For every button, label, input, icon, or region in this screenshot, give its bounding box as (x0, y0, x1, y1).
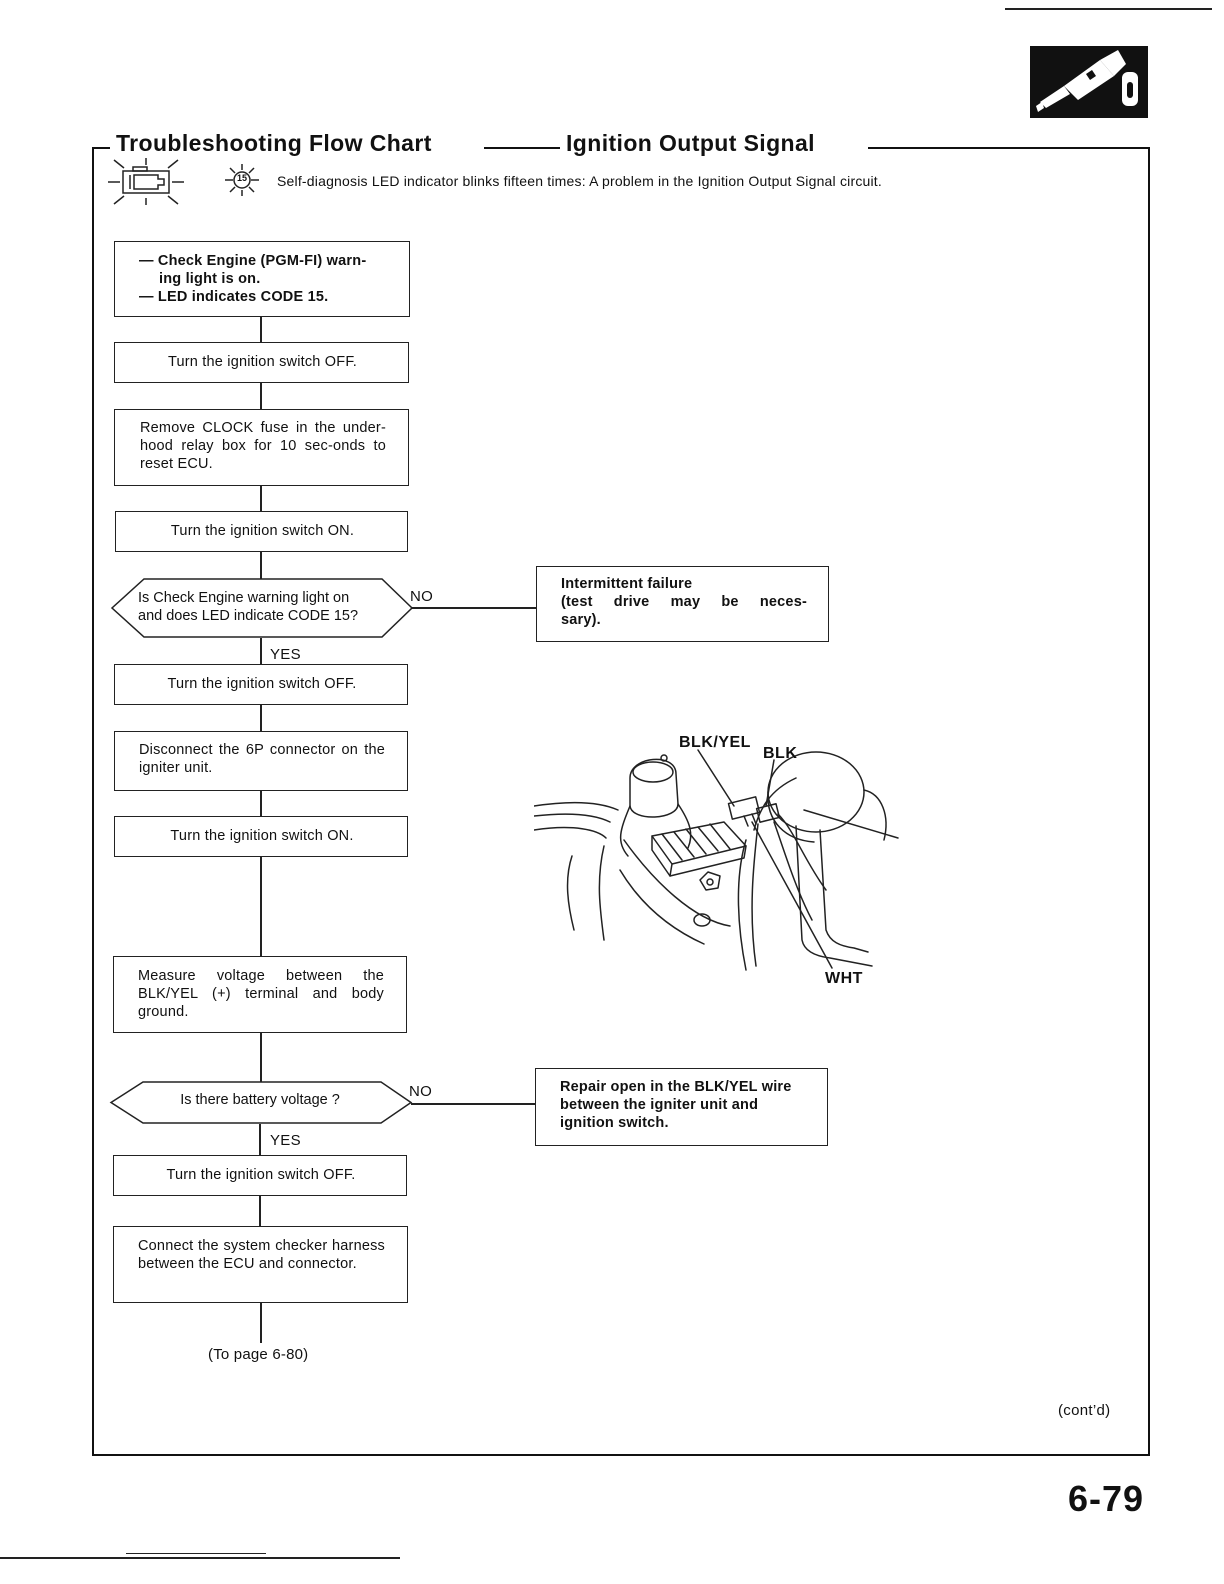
decision-diamond-1 (110, 578, 414, 638)
step-text: Remove CLOCK fuse in the under-hood relay box for 10 sec-onds to reset ECU. (140, 420, 386, 472)
yes-label-1: YES (270, 646, 301, 663)
step-box-ignition-off-3 (113, 1155, 407, 1196)
result-2-text: Repair open in the BLK/YEL wire between the igniter unit and ignition switch. (560, 1079, 792, 1131)
wire-label-blk-yel: BLK/YEL (679, 734, 751, 751)
no-branch-line-1 (412, 607, 536, 609)
decision-1-line-1: Is Check Engine warning light on (138, 590, 350, 606)
led-blink-icon (224, 164, 260, 196)
connector-line (260, 705, 262, 732)
step-box-ignition-on-1 (115, 511, 408, 552)
page-number: 6-79 (1068, 1478, 1145, 1519)
led-code-badge: 15 (236, 173, 247, 183)
title-rule-left (92, 147, 110, 149)
step-box-connect-checker (113, 1226, 408, 1303)
step-text: Turn the ignition switch ON. (170, 828, 354, 844)
fuel-injector-icon (1030, 46, 1148, 118)
bottom-rule (0, 1557, 400, 1559)
page-title: Troubleshooting Flow Chart (112, 130, 436, 157)
step-text: Turn the ignition switch ON. (170, 523, 355, 539)
wire-label-wht: WHT (825, 970, 863, 987)
continued-note: (cont’d) (1058, 1402, 1111, 1419)
step-box-measure-voltage (113, 956, 407, 1033)
connector-line (260, 383, 262, 410)
step-text: Connect the system checker harness between the ECU and connector. (138, 1238, 385, 1272)
result-1-line-2: (test drive may be neces- (561, 594, 807, 610)
top-rule (1005, 8, 1212, 10)
connector-line (260, 1303, 262, 1343)
step-box-disconnect-6p (114, 731, 408, 791)
connector-line (260, 317, 262, 343)
step-text: Turn the ignition switch OFF. (167, 676, 357, 692)
no-branch-line-2 (411, 1103, 535, 1105)
connector-line (260, 1033, 262, 1082)
no-label-1: NO (410, 588, 434, 605)
step-text: Turn the ignition switch OFF. (166, 1167, 356, 1183)
connector-line (260, 638, 262, 665)
yes-label-2: YES (270, 1132, 301, 1149)
no-label-2: NO (409, 1083, 433, 1100)
connector-line (260, 486, 262, 512)
connector-line (260, 791, 262, 817)
decision-diamond-2 (109, 1081, 413, 1124)
section-title: Ignition Output Signal (562, 130, 819, 157)
connector-line (259, 1124, 261, 1156)
result-1-line-1: Intermittent failure (561, 576, 693, 592)
wire-label-blk: BLK (763, 745, 798, 762)
step-box-ignition-on-2 (114, 816, 408, 857)
bottom-rule-short (126, 1553, 266, 1554)
title-rule-right (868, 147, 1150, 149)
step-box-remove-clock-fuse (114, 409, 409, 486)
connector-line (260, 857, 262, 957)
symptom-box (114, 241, 410, 317)
check-engine-icon (106, 158, 188, 206)
step-box-ignition-off-1 (114, 342, 409, 383)
igniter-unit-connector-illustration (534, 730, 900, 990)
continuation-reference: (To page 6-80) (208, 1346, 309, 1363)
diagnosis-description: Self-diagnosis LED indicator blinks fifteen times: A problem in the Ignition Output Signal circuit. (277, 173, 882, 189)
decision-2-text: Is there battery voltage ? (180, 1092, 340, 1108)
connector-line (259, 1196, 261, 1227)
symptom-line-1: — Check Engine (PGM-FI) warn- (139, 253, 367, 269)
step-text: Disconnect the 6P connector on the igniter unit. (139, 742, 385, 776)
result-box-repair-open (535, 1068, 828, 1146)
symptom-line-3: — LED indicates CODE 15. (139, 289, 329, 305)
connector-line (260, 552, 262, 579)
result-box-intermittent-failure (536, 566, 829, 642)
result-1-line-3: sary). (561, 612, 601, 628)
step-box-ignition-off-2 (114, 664, 408, 705)
decision-1-line-2: and does LED indicate CODE 15? (138, 608, 359, 624)
title-rule-middle (484, 147, 560, 149)
step-text: Measure voltage between the BLK/YEL (+) terminal and body ground. (138, 968, 384, 1020)
symptom-line-2: ing light is on. (159, 271, 261, 287)
step-text: Turn the ignition switch OFF. (168, 354, 357, 370)
